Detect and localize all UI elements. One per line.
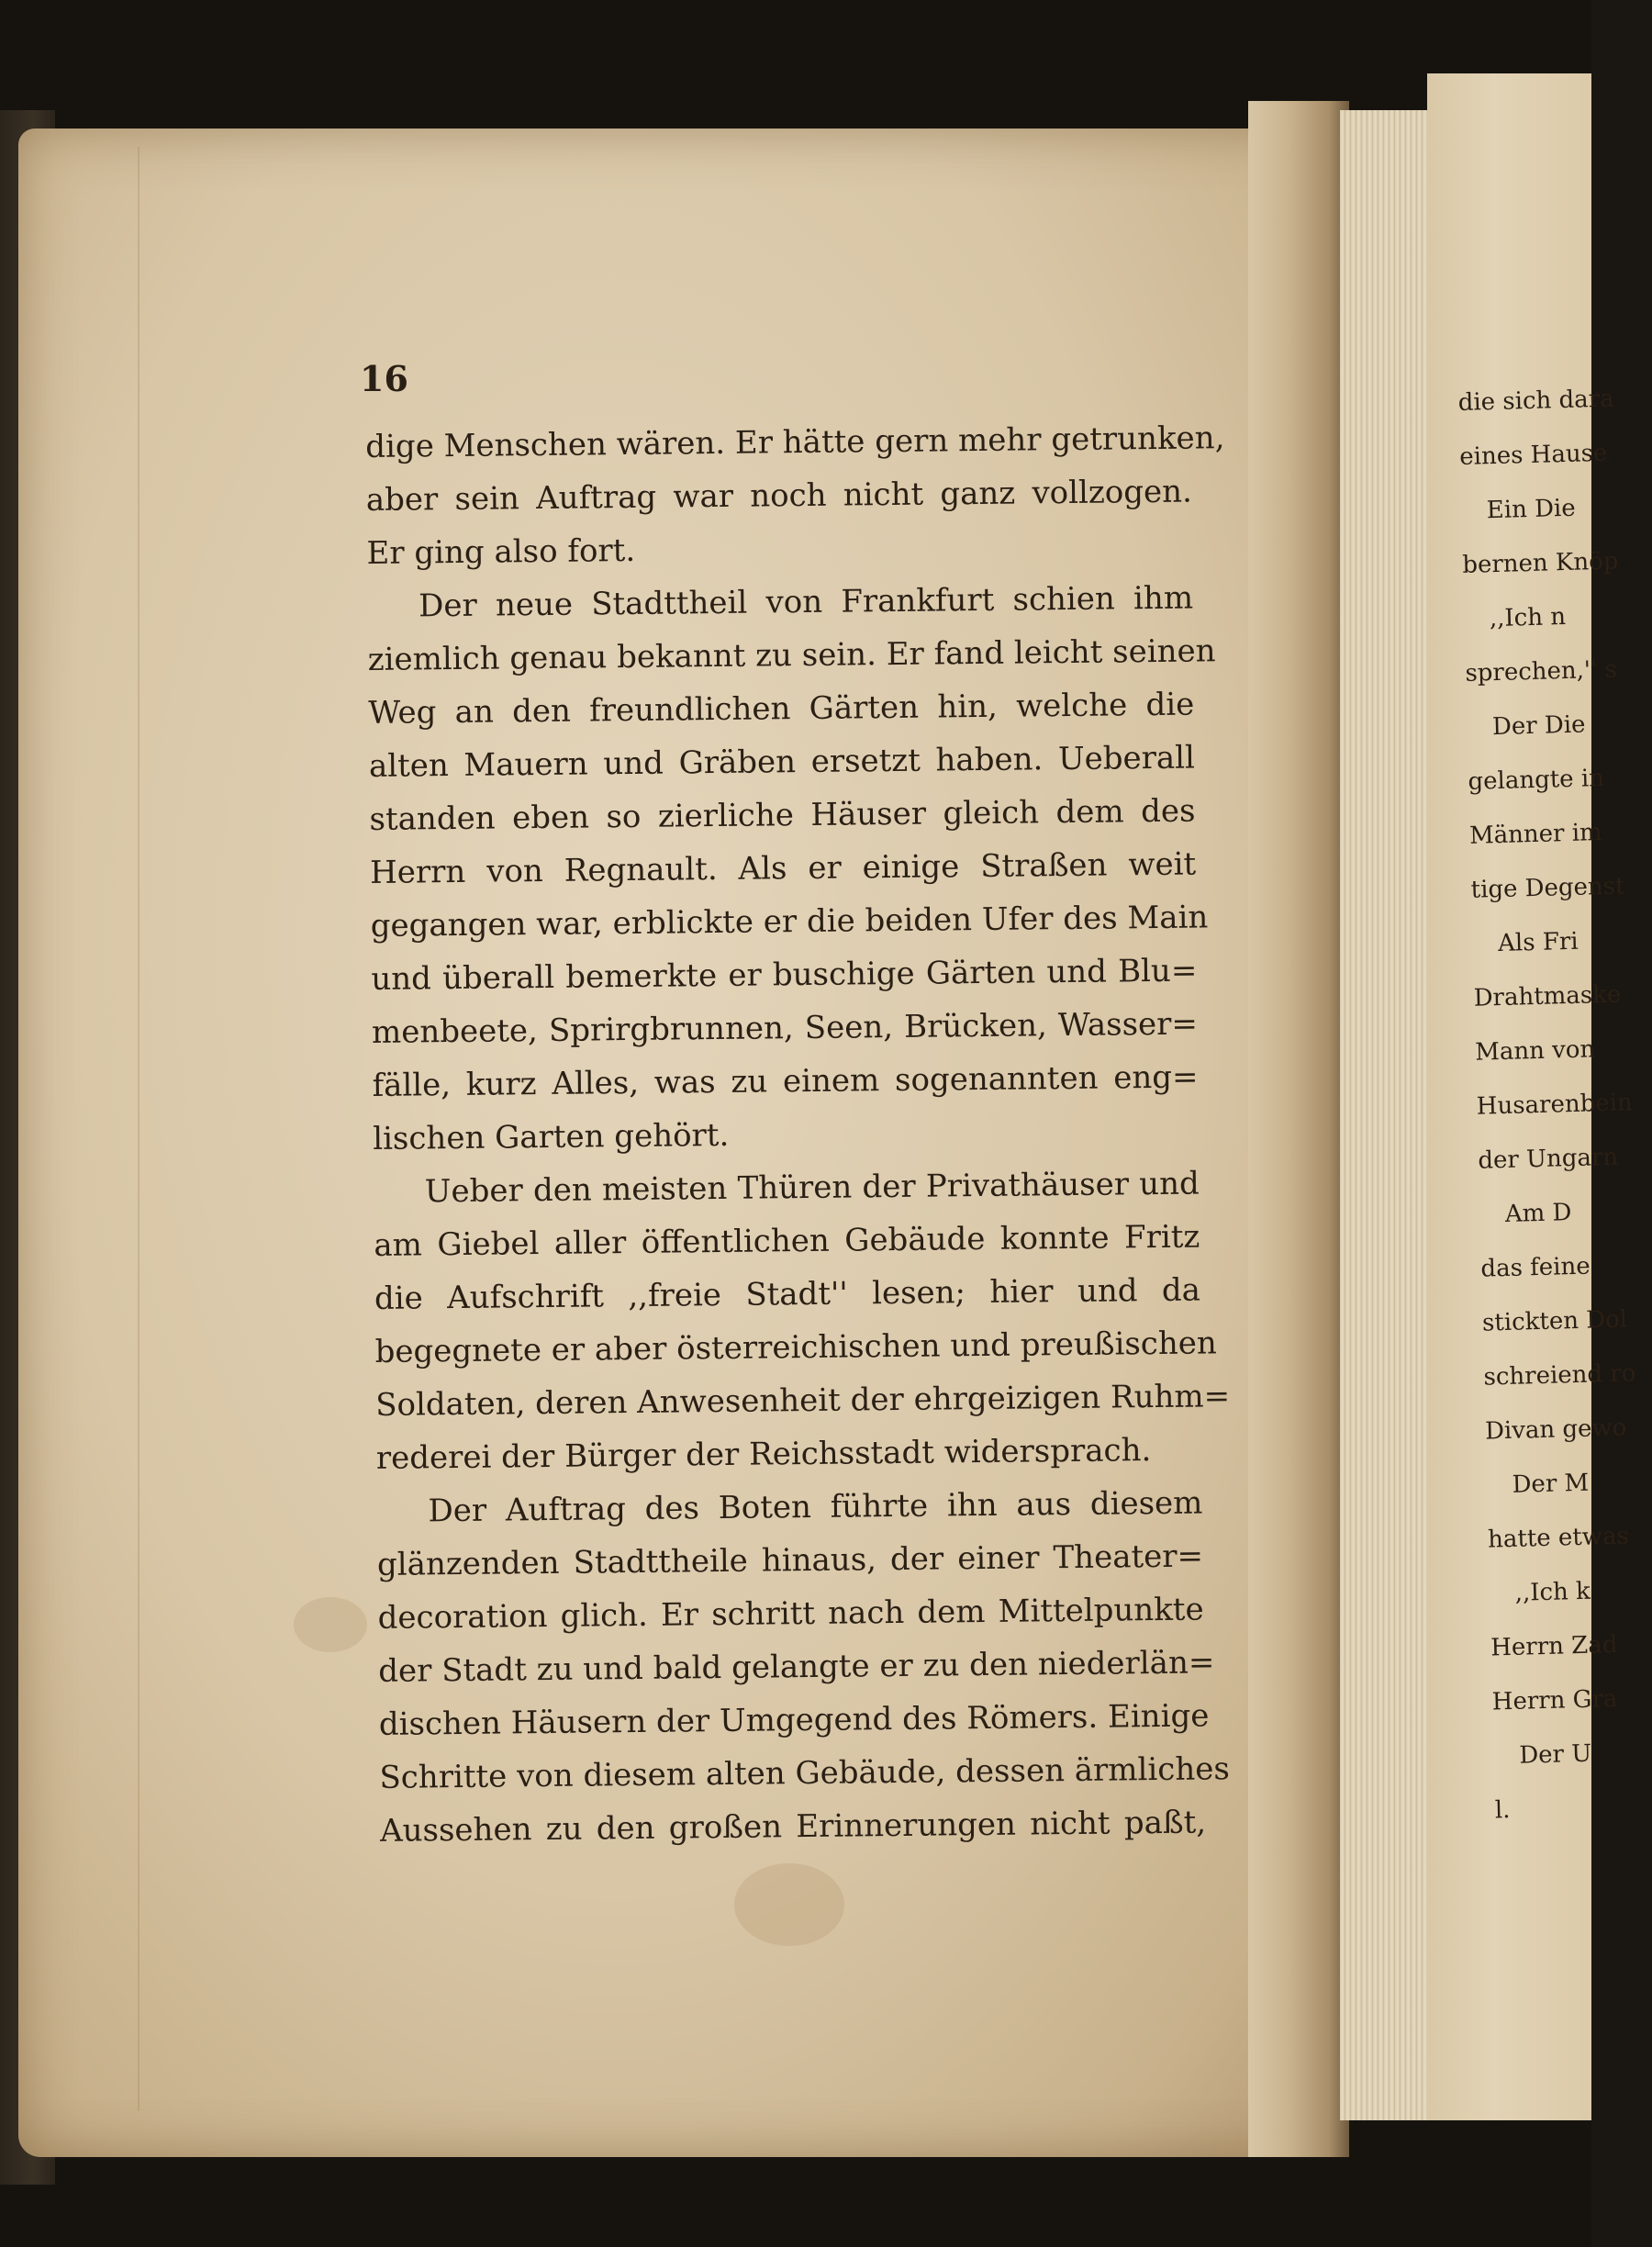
facing-text-line: Herrn Gra (1491, 1684, 1618, 1716)
facing-text-line: hatte etwas (1487, 1522, 1630, 1554)
facing-text-line: Männer im (1468, 819, 1603, 850)
text-line: fälle, kurz Alles, was zu einem sogenannten eng= (372, 1058, 1199, 1104)
facing-text-line: Der Die (1491, 710, 1586, 742)
facing-text-line: bernen Knöp (1461, 547, 1619, 579)
facing-text-line: Der M (1512, 1469, 1590, 1499)
page-block-edges (1340, 110, 1441, 2120)
text-line: Ueber den meisten Thüren der Privathäuser und (424, 1165, 1200, 1211)
facing-text-line: Mann von (1474, 1035, 1596, 1067)
facing-text-line: Am D (1504, 1199, 1572, 1228)
text-line: Schritte von diesem alten Gebäude, dessen ärmliches (379, 1750, 1231, 1796)
facing-text-line: ,,Ich k (1514, 1577, 1591, 1607)
facing-text-line: l. (1494, 1796, 1511, 1825)
facing-text-line: stickten Dol (1481, 1305, 1628, 1337)
facing-text-line: Der U (1518, 1739, 1592, 1770)
paper-stain (294, 1597, 367, 1652)
facing-text-line: sprechen,'' s (1465, 655, 1618, 688)
facing-text-line: gelangte in (1468, 764, 1605, 796)
body-text (365, 412, 1231, 1858)
page-number: 16 (360, 358, 408, 399)
text-line: Der Auftrag des Boten führte ihn aus diesem (428, 1484, 1203, 1530)
text-line: begegnete er aber österreichischen und preußischen (374, 1325, 1217, 1370)
text-line: Er ging also fort. (366, 531, 636, 572)
text-line: lischen Garten gehört. (372, 1116, 730, 1157)
text-line: und überall bemerkte er buschige Gärten und Blu= (371, 952, 1198, 998)
text-line: Soldaten, deren Anwesenheit der ehrgeizigen Ruhm= (375, 1378, 1231, 1424)
text-line: ziemlich genau bekannt zu sein. Er fand leicht seinen (367, 632, 1216, 678)
text-line: Herrn von Regnault. Als er einige Straßen weit (369, 845, 1197, 891)
facing-text-line: tige Degenst (1470, 872, 1625, 904)
facing-text-line: das feine (1480, 1252, 1591, 1283)
text-line: Aussehen zu den großen Erinnerungen nicht paßt, (379, 1804, 1207, 1850)
facing-text-line: ,,Ich n (1489, 603, 1567, 633)
text-line: standen eben so zierliche Häuser gleich dem des (369, 792, 1196, 838)
text-line: dischen Häusern der Umgegend des Römers. Einige (378, 1697, 1210, 1743)
facing-text-line: eines Hause (1458, 439, 1608, 471)
text-line: gegangen war, erblickte er die beiden Ufer des Main (370, 899, 1209, 945)
text-line: die Aufschrift ,,freie Stadt'' lesen; hier und da (374, 1271, 1201, 1317)
facing-text-line: die sich dara (1457, 385, 1615, 417)
text-line: dige Menschen wären. Er hätte gern mehr getrunken, (365, 419, 1225, 465)
facing-text-line: Ein Die (1486, 494, 1577, 525)
text-line: alten Mauern und Gräben ersetzt haben. Ueberall (368, 739, 1196, 785)
facing-text-line: Drahtmaske (1473, 980, 1622, 1012)
text-line: glänzenden Stadttheile hinaus, der einer Theater= (376, 1537, 1204, 1583)
text-line: Weg an den freundlichen Gärten hin, welche die (368, 686, 1195, 732)
text-line: aber sein Auftrag war noch nicht ganz vollzogen. (365, 473, 1193, 519)
facing-text-line: Divan gewo (1484, 1414, 1627, 1446)
facing-text-line: der Ungarn (1477, 1143, 1619, 1175)
text-line: der Stadt zu und bald gelangte er zu den niederlän= (378, 1644, 1215, 1690)
facing-text-line: Husarenbein (1476, 1089, 1634, 1121)
text-line: Der neue Stadttheil von Frankfurt schien ihm (418, 579, 1194, 625)
book-gutter (1248, 101, 1349, 2157)
facing-text-line: schreiend ro (1483, 1359, 1636, 1392)
facing-text-line: Herrn Zad (1490, 1630, 1618, 1662)
text-line: rederei der Bürger der Reichsstadt widersprach. (375, 1432, 1152, 1477)
paper-stain (734, 1863, 844, 1946)
facing-text-line: Als Fri (1497, 927, 1579, 958)
text-line: am Giebel aller öffentlichen Gebäude konnte Fritz (374, 1218, 1200, 1264)
text-line: menbeete, Sprirgbrunnen, Seen, Brücken, Wasser= (371, 1005, 1199, 1051)
text-line: decoration glich. Er schritt nach dem Mittelpunkte (377, 1591, 1204, 1637)
